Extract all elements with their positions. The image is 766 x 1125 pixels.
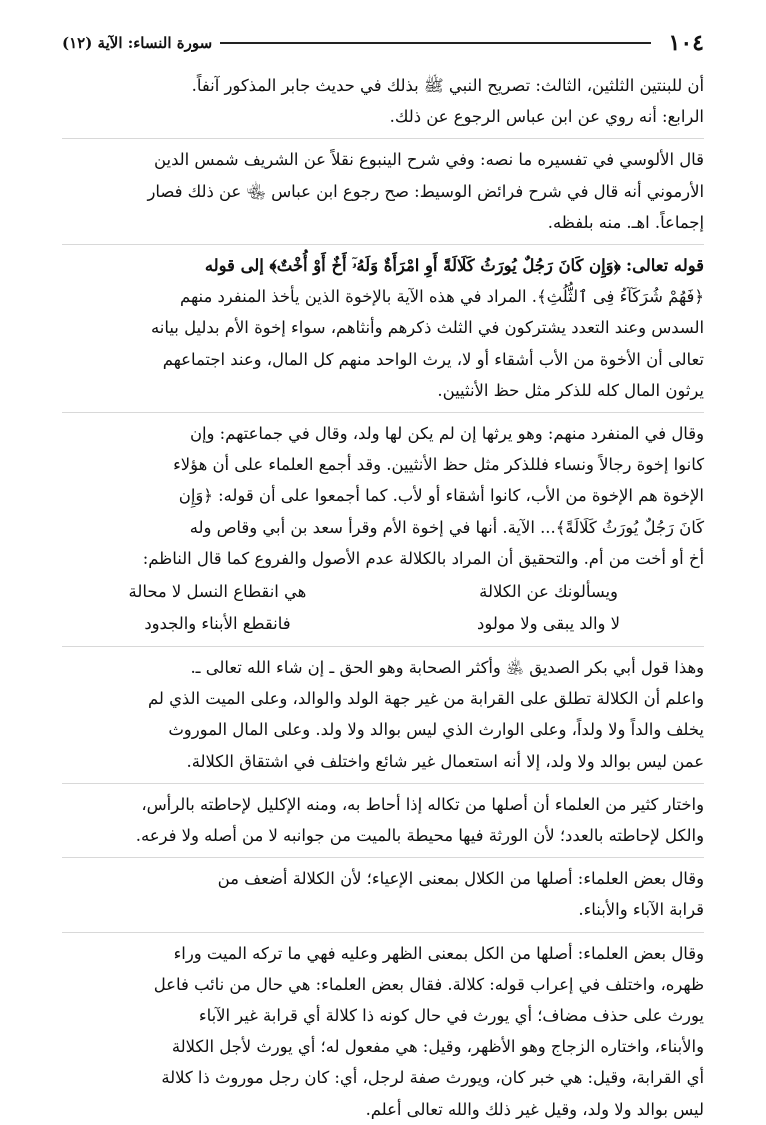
paragraph-divider	[62, 646, 704, 647]
poem	[82, 576, 684, 640]
text-line: أخ أو أخت من أم. والتحقيق أن المراد بالكلالة عدم الأصول والفروع كما قال الناظم:	[142, 548, 704, 568]
text-line: واختار كثير من العلماء أن أصلها من تكاله إذا أحاط به، ومنه الإكليل لإحاطته بالرأس،	[141, 794, 704, 814]
text-line: الأرموني أنه قال في شرح فرائض الوسيط: صح رجوع ابن عباس ﵄ عن ذلك فصار	[147, 181, 704, 201]
text-line: عمن ليس بوالد ولا ولد، إلا أنه استعمال غير شائع واختلف في اشتقاق الكلالة.	[186, 751, 704, 771]
page-body	[62, 70, 704, 1125]
text-line: السدس وعند التعدد يشتركون في الثلث ذكرهم وأنثاهم، سواء إخوة الأم بدليل بيانه	[151, 318, 704, 338]
poem-verse	[82, 608, 684, 640]
text-line: وقال بعض العلماء: أصلها من الكلال بمعنى الإعياء؛ لأن الكلالة أضعف من	[217, 869, 704, 889]
text-line: قال الألوسي في تفسيره ما نصه: وفي شرح الينبوع نقلاً عن الشريف شمس الدين	[154, 150, 704, 170]
text-line: تعالى أن الأخوة من الأب أشقاء أو لا، يرث الواحد منهم كل المال، وعند اجتماعهم	[162, 349, 704, 369]
text-line: ليس بوالد ولا ولد، وقيل غير ذلك والله تعالى أعلم.	[365, 1099, 704, 1119]
page-number: ١٠٤	[668, 30, 704, 56]
page-header	[62, 28, 704, 58]
text-line: واعلم أن الكلالة تطلق على القرابة من غير جهة الولد والوالد، وعلى الميت الذي لم	[147, 689, 704, 709]
text-line: الرابع: أنه روي عن ابن عباس الرجوع عن ذلك.	[389, 107, 704, 127]
paragraph-divider	[62, 932, 704, 933]
text-line: يخلف والداً ولا ولداً، وعلى الوارث الذي ليس بوالد ولا ولد. وعلى المال الموروث	[168, 720, 704, 740]
text-line: ظهره، واختلف في إعراب قوله: كلالة. فقال بعض العلماء: هي حال من نائب فاعل	[153, 974, 704, 994]
paragraph-divider	[62, 412, 704, 413]
paragraph	[62, 652, 704, 777]
hemistich-first: لا والد يبقى ولا مولود	[477, 614, 621, 634]
paragraph	[62, 250, 704, 406]
text-line: وقال بعض العلماء: أصلها من الكل بمعنى الظهر وعليه فهي ما تركه الميت وراء	[173, 943, 704, 963]
text-line	[62, 250, 704, 281]
header-rule	[220, 42, 650, 44]
paragraph	[62, 418, 704, 574]
verse-lead: قوله تعالى:	[626, 256, 704, 276]
text-line: الإخوة هم الإخوة من الأب، كانوا أشقاء أو لأب. كما أجمعوا على أن قوله: ﴿وَإِن	[178, 486, 704, 506]
text-line: إجماعاً. اهـ. منه بلفظه.	[547, 212, 704, 232]
text-line: وقال في المنفرد منهم: وهو يرثها إن لم يكن لها ولد، وقال في جماعتهم: وإن	[189, 424, 704, 444]
paragraph-divider	[62, 857, 704, 858]
text-line: أي القرابة، وقيل: هي خبر كان، ويورث صفة لرجل، أي: كان رجل موروث ذا كلالة	[161, 1068, 704, 1088]
paragraph	[62, 938, 704, 1125]
paragraph	[62, 144, 704, 238]
text-line: يرثون المال كله للذكر مثل حظ الأنثيين.	[437, 380, 704, 400]
text-line: أن للبنتين الثلثين، الثالث: تصريح النبي ﷺ بذلك في حديث جابر المذكور آنفاً.	[191, 76, 704, 95]
hemistich-second: فانقطع الأبناء والجدود	[144, 614, 291, 634]
paragraph	[62, 70, 704, 132]
text-line: والكل لإحاطته بالعدد؛ لأن الورثة فيها محيطة بالميت من جوانبه لا من أصله ولا فرعه.	[135, 826, 704, 846]
text-line: وهذا قول أبي بكر الصديق ﵁ وأكثر الصحابة وهو الحق ـ إن شاء الله تعالى ـ.	[190, 658, 704, 678]
paragraph	[62, 789, 704, 851]
poem-verse	[82, 576, 684, 608]
text-line: ﴿فَهُمْ شُرَكَآءُ فِى ٱلثُّلُثِ﴾. المراد في هذه الآية بالإخوة الذين يأخذ المنفرد منهم	[180, 287, 704, 307]
paragraph-divider	[62, 783, 704, 784]
text-line: والأبناء، واختاره الزجاج وهو الأظهر، وقيل: هي مفعول له؛ أي يورث لأجل الكلالة	[171, 1037, 704, 1057]
text-line: كَانَ رَجُلٌ يُورَثُ كَلَالَةً﴾... الآية. أنها في إخوة الأم وقرأ سعد بن أبي وقاص وله	[189, 517, 704, 537]
hemistich-second: هي انقطاع النسل لا محالة	[128, 582, 307, 602]
paragraph	[62, 863, 704, 925]
text-line: يورث على حذف مضاف؛ أي يورث في حال كونه ذا كلالة أي قرابة غير الآباء	[198, 1006, 704, 1026]
paragraph-divider	[62, 244, 704, 245]
text-line: كانوا إخوة رجالاً ونساء فللذكر مثل حظ الأنثيين. وقد أجمع العلماء على أن هؤلاء	[173, 455, 704, 475]
surah-reference: سورة النساء: الآية (١٢)	[62, 34, 213, 52]
text-line: قرابة الآباء والأبناء.	[578, 900, 704, 920]
quran-quote: ﴿وَإِن كَانَ رَجُلٌ يُورَثُ كَلَالَةً أَوِ امْرَأَةٌ وَلَهُۥٓ أَخٌ أَوْ أُخْتٌ﴾ إلى قوله	[204, 256, 621, 276]
paragraph-divider	[62, 138, 704, 139]
hemistich-first: ويسألونك عن الكلالة	[479, 582, 618, 602]
